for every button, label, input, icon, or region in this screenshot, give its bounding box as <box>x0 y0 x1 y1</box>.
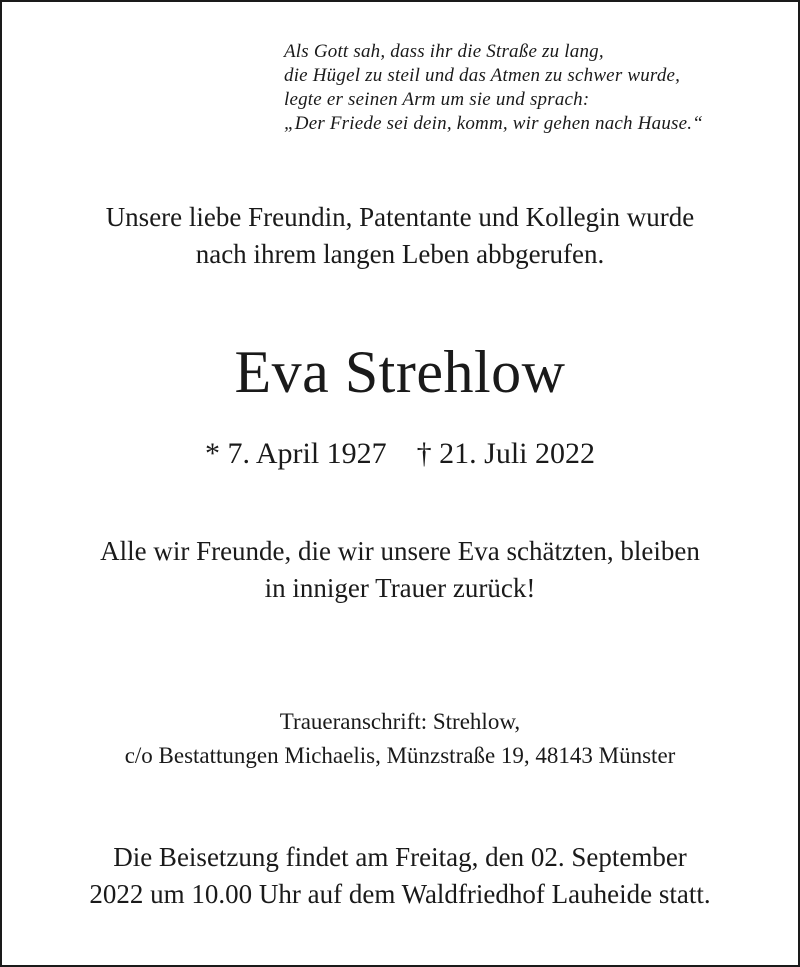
deceased-name: Eva Strehlow <box>234 339 566 405</box>
death-date: † 21. Juli 2022 <box>416 437 596 470</box>
remembrance-line: Alle wir Freunde, die wir unsere Eva schätzten, bleiben <box>100 536 700 566</box>
poem-line: die Hügel zu steil und das Atmen zu schwer wurde, <box>284 65 681 86</box>
intro-text <box>2 199 798 273</box>
poem-line: legte er seinen Arm um sie und sprach: <box>284 89 590 110</box>
poem-line: „Der Friede sei dein, komm, wir gehen nach Hause.“ <box>284 113 703 134</box>
intro-line: nach ihrem langen Leben abbgerufen. <box>195 239 605 269</box>
address-line: Traueranschrift: Strehlow, <box>279 709 521 734</box>
poem <box>284 40 784 136</box>
funeral-info <box>2 839 798 913</box>
intro-line: Unsere liebe Freundin, Patentante und Kollegin wurde <box>105 202 695 232</box>
remembrance-text <box>2 533 798 607</box>
mourning-address <box>2 705 798 773</box>
life-dates <box>2 434 798 474</box>
funeral-line: 2022 um 10.00 Uhr auf dem Waldfriedhof Lauheide statt. <box>89 879 711 909</box>
birth-date: * 7. April 1927 <box>204 437 387 470</box>
funeral-line: Die Beisetzung findet am Freitag, den 02. September <box>113 842 687 872</box>
remembrance-line: in inniger Trauer zurück! <box>264 573 536 603</box>
poem-line: Als Gott sah, dass ihr die Straße zu lang, <box>284 41 604 62</box>
address-line: c/o Bestattungen Michaelis, Münzstraße 19, 48143 Münster <box>124 743 676 768</box>
